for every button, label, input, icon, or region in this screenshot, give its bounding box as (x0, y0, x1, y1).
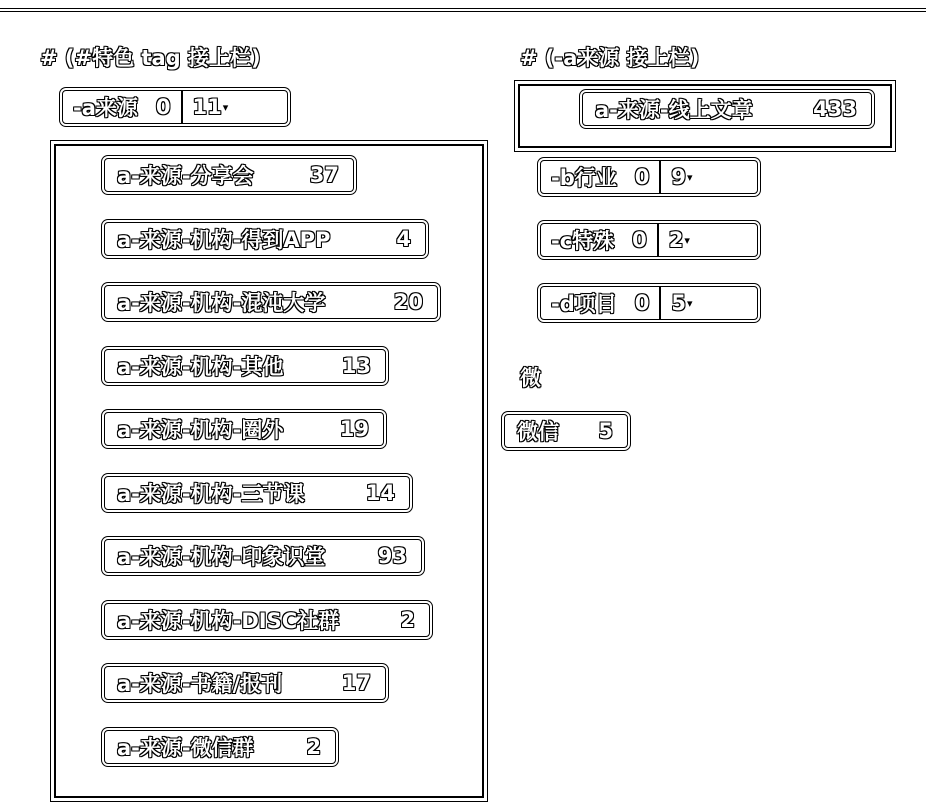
tag-item-label: a-来源-机构-圈外 (117, 418, 284, 442)
category-selector-expand[interactable] (657, 224, 700, 256)
source-selector-expand[interactable] (181, 91, 239, 123)
tag-item[interactable] (104, 412, 384, 446)
tag-item-label: a-来源-机构-混沌大学 (117, 291, 326, 315)
tag-item-count: 14 (365, 480, 395, 505)
tag-item-count: 20 (393, 290, 423, 314)
category-selector-label: -b行业 (551, 166, 617, 190)
category-selector-label: -c特殊 (551, 229, 615, 253)
category-selector[interactable] (540, 160, 758, 194)
tag-item[interactable] (104, 603, 430, 637)
tag-item-label: a-来源-机构-印象识堂 (117, 545, 326, 569)
caret-down-icon: ▾ (222, 100, 229, 114)
category-selector-children: 2 (668, 228, 684, 252)
source-selector-label: -a来源 (73, 96, 138, 120)
category-selector-main[interactable] (541, 161, 659, 193)
tag-item-count: 2 (306, 734, 321, 759)
source-selector-main[interactable] (63, 91, 181, 123)
category-selector[interactable] (540, 223, 758, 257)
tag-item-label: a-来源-机构-DISC社群 (117, 608, 340, 633)
category-selector-main[interactable] (541, 224, 657, 256)
caret-down-icon: ▾ (684, 233, 690, 247)
tag-item[interactable] (104, 222, 426, 256)
wechat-tag-label: 微信 (517, 420, 559, 444)
source-selector[interactable] (62, 90, 288, 124)
category-selector[interactable] (540, 286, 758, 320)
category-selector-count: 0 (632, 228, 647, 252)
category-selector-label: -d项目 (551, 292, 617, 316)
tag-item[interactable] (104, 285, 438, 319)
tag-item-count: 4 (396, 226, 411, 251)
tag-item-count: 19 (339, 417, 369, 441)
featured-tag-count: 433 (813, 97, 857, 121)
category-selector-main[interactable] (541, 287, 659, 319)
wechat-tag[interactable] (504, 414, 628, 448)
featured-tag-label: a-来源-线上文章 (595, 98, 753, 122)
category-selector-expand[interactable] (659, 287, 702, 319)
tag-item-count: 2 (400, 607, 415, 632)
tag-item[interactable] (104, 349, 386, 383)
source-selector-children: 11 (192, 95, 222, 119)
tag-item[interactable] (104, 666, 386, 700)
tag-item[interactable] (104, 539, 422, 573)
tag-item[interactable] (104, 476, 410, 510)
tag-item-label: a-来源-机构-三节课 (117, 481, 305, 506)
category-selector-expand[interactable] (659, 161, 702, 193)
caret-down-icon: ▾ (687, 296, 693, 310)
tag-item-count: 17 (341, 671, 371, 695)
source-selector-count: 0 (155, 95, 171, 119)
sub-heading: 微 (520, 366, 541, 390)
category-selector-children: 5 (671, 291, 686, 315)
category-selector-children: 9 (671, 165, 686, 189)
category-selector-count: 0 (634, 165, 650, 189)
tag-item-count: 93 (377, 544, 407, 568)
tag-item-label: a-来源-分享会 (117, 164, 254, 188)
featured-tag[interactable] (582, 92, 872, 126)
wechat-tag-count: 5 (598, 419, 613, 443)
tag-item-label: a-来源-机构-其他 (117, 354, 284, 379)
tag-item-count: 37 (309, 163, 339, 187)
caret-down-icon: ▾ (687, 170, 693, 184)
tag-item[interactable] (104, 158, 354, 192)
tag-item[interactable] (104, 730, 336, 764)
tag-item-count: 13 (341, 353, 371, 378)
left-heading: # (#特色 tag 接上栏) (40, 46, 261, 70)
tag-item-label: a-来源-机构-得到APP (117, 227, 331, 252)
tag-item-label: a-来源-书籍/报刊 (117, 672, 283, 696)
top-divider (0, 0, 926, 12)
tag-item-label: a-来源-微信群 (117, 735, 254, 760)
category-selector-count: 0 (634, 291, 650, 315)
right-heading: # (-a来源 接上栏) (520, 46, 700, 70)
